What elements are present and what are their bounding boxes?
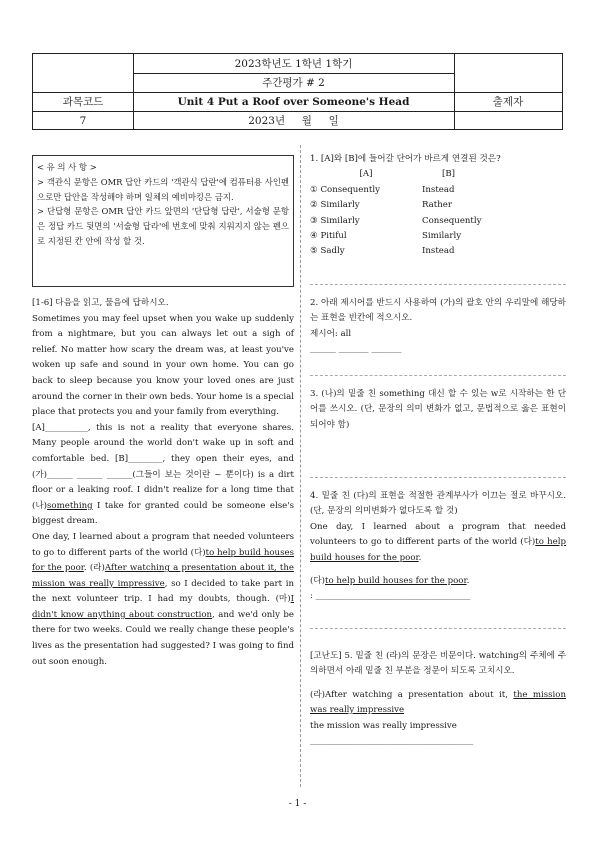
question-stem: 1. [A]와 [B]에 들어갈 단어가 바르게 연결된 것은? [310, 154, 501, 164]
passage-paragraph [32, 530, 294, 670]
option-number: ② [310, 200, 318, 211]
sentence-text: (다) [310, 576, 326, 587]
option-b-word: Instead [422, 246, 455, 257]
question-separator [310, 375, 566, 376]
answer-blanks[interactable]: ______ _______ _______ [310, 344, 402, 355]
option-a-word: Pitiful [320, 231, 347, 242]
option-number: ④ [310, 231, 318, 242]
answer-option[interactable] [310, 214, 530, 229]
notice-line: > 객관식 문항은 OMR 답안 카드의 '객관식 답란'에 컴퓨터용 사인펜으로만 답안을 작성해야 하며 일체의 예비마킹은 금지. [37, 176, 289, 202]
underlined-phrase-ra: After watching a presentation about it, the mission was really impressive [32, 563, 294, 589]
subject-code-value: 7 [79, 115, 87, 127]
passage-text: , and we'd only be there for two weeks. Could we really change these people's lives as the presentation had suggested? I was going to find out soon enough. [32, 609, 294, 667]
question-5 [310, 649, 566, 749]
question-stem: 3. (나)의 밑줄 친 something 대신 할 수 있는 w로 시작하는 한 단어를 쓰시오. (단, 문장의 의미 변화가 없고, 문법적으로 옳은 표현이 되어야 함) [310, 389, 566, 430]
option-b-word: Instead [422, 184, 455, 195]
option-a-word: Sadly [320, 246, 345, 257]
exam-name-title: 주간평가 # 2 [262, 77, 325, 89]
passage-text: One day, I learned about a program that needed volunteers to go to different parts of the world (다) [32, 531, 294, 558]
underlined-phrase: the mission was really impressive [310, 689, 566, 716]
exam-year-title: 2023학년도 1학년 1학기 [234, 58, 353, 70]
underlined-something: something [47, 500, 93, 511]
passage-instruction: [1-6] 다음을 읽고, 물음에 답하시오. [32, 298, 169, 308]
notice-box [32, 155, 294, 287]
passage-paragraph [32, 421, 294, 530]
exam-date: 2023년 월 일 [248, 115, 339, 127]
notice-line: > 단답형 문항은 OMR 답안 카드 앞면의 '단답형 답란', 서술형 문항은 정답 카드 뒷면의 '서술형 답라'에 번호에 맞춰 지워지지 않는 펜으로 지정된 칸 안에 작성 할 것. [37, 206, 289, 246]
question-2 [310, 296, 566, 358]
q4-sentence [310, 520, 566, 566]
option-b-word: Rather [422, 200, 452, 211]
passage-paragraph: Sometimes you may feel upset when you wake up suddenly from a nightmare, but you can always let out a sigh of relief. No matter how scary the dream was, at least you've woken up safe and sound in your own home. You can go back to sleep because you know your loved ones are just around the corner in their own beds. Your home is a special place that protects you and your family from everything. [32, 313, 294, 418]
option-b-word: Consequently [422, 215, 482, 226]
answer-option[interactable] [310, 183, 530, 198]
notice-heading: < 유 의 사 항 > [37, 162, 97, 172]
column-a-header: [A] [359, 169, 373, 180]
sentence-text: . [418, 552, 422, 563]
underlined-phrase: to help build houses for the poor [325, 576, 467, 587]
answer-line[interactable]: : ____________________________________ [310, 591, 471, 602]
q1-options-table [310, 167, 530, 259]
option-number: ① [310, 184, 318, 195]
option-a-word: Similarly [320, 215, 360, 226]
question-separator [310, 477, 566, 478]
option-a-word: Similarly [320, 200, 360, 211]
option-number: ③ [310, 215, 318, 226]
underlined-phrase: to help build houses for the poor [310, 537, 566, 563]
subject-code-label: 과목코드 [62, 96, 104, 108]
answer-option[interactable] [310, 244, 530, 259]
answer-line[interactable]: ______________________________________ [310, 736, 474, 747]
option-number: ⑤ [310, 246, 318, 257]
question-1 [310, 152, 566, 260]
header-divider [33, 111, 562, 112]
reading-passage [32, 296, 294, 670]
question-3 [310, 387, 566, 433]
passage-text: . (라) [83, 563, 105, 574]
header-divider [33, 92, 562, 93]
answer-option[interactable] [310, 229, 530, 244]
q4-repeat [310, 574, 566, 589]
column-divider [300, 145, 301, 787]
question-separator [310, 628, 566, 629]
question-stem: 4. 밑줄 친 (다)의 표현을 적절한 관계부사가 이끄는 절로 바꾸시오. (단, 문장의 의미변화가 없다도록 할 것) [310, 491, 566, 517]
question-stem: 2. 아래 제시어를 반드시 사용하여 (가)의 괄호 안의 우리말에 해당하는 표현을 빈칸에 적으시오. [310, 298, 566, 324]
underlined-phrase-ma: I didn't know anything about construction [32, 594, 294, 620]
sentence-text: (라)After watching a presentation about it, [310, 689, 514, 700]
question-4 [310, 489, 566, 605]
unit-title: Unit 4 Put a Roof over Someone's Head [177, 96, 410, 108]
option-b-word: Similarly [422, 231, 462, 242]
sentence-text: One day, I learned about a program that needed volunteers to go to different parts of the world (다) [310, 521, 566, 548]
option-a-word: Consequently [320, 184, 380, 195]
passage-text: I take for granted could be someone else's biggest dream. [32, 500, 294, 527]
passage-text: , so I decided to take part in the next volunteer trip. I had my doubts, though. (마) [32, 578, 294, 605]
question-stem: [고난도] 5. 밑줄 친 (라)의 문장은 비문이다. watching의 주체에 주의하면서 아래 밑줄 친 부분을 정문이 되도록 고치시오. [310, 651, 566, 677]
header-table [32, 53, 563, 130]
author-label: 출제자 [492, 96, 524, 108]
hint-word: 제시어: all [310, 328, 352, 339]
header-divider [133, 73, 454, 74]
sentence-text: . [466, 576, 470, 587]
question-separator [310, 284, 566, 285]
underlined-phrase-da: to help build houses for the poor [32, 547, 294, 574]
page-number: - 1 - [288, 799, 307, 809]
q5-underline-repeat: the mission was really impressive [310, 720, 457, 731]
q5-sentence [310, 688, 566, 719]
answer-option[interactable] [310, 198, 530, 213]
column-b-header: [B] [442, 169, 456, 180]
passage-text: [A]__________, this is not a reality that everyone shares. Many people around the world don't wake up in soft and comfortable bed. [B]________, they open their eyes, and (가)______ ______ ______(그들이 보는 것이란 ~ 뿐이다) is a dirt floor or a leaking roof. I didn't realize for a long time that (나) [32, 422, 294, 511]
